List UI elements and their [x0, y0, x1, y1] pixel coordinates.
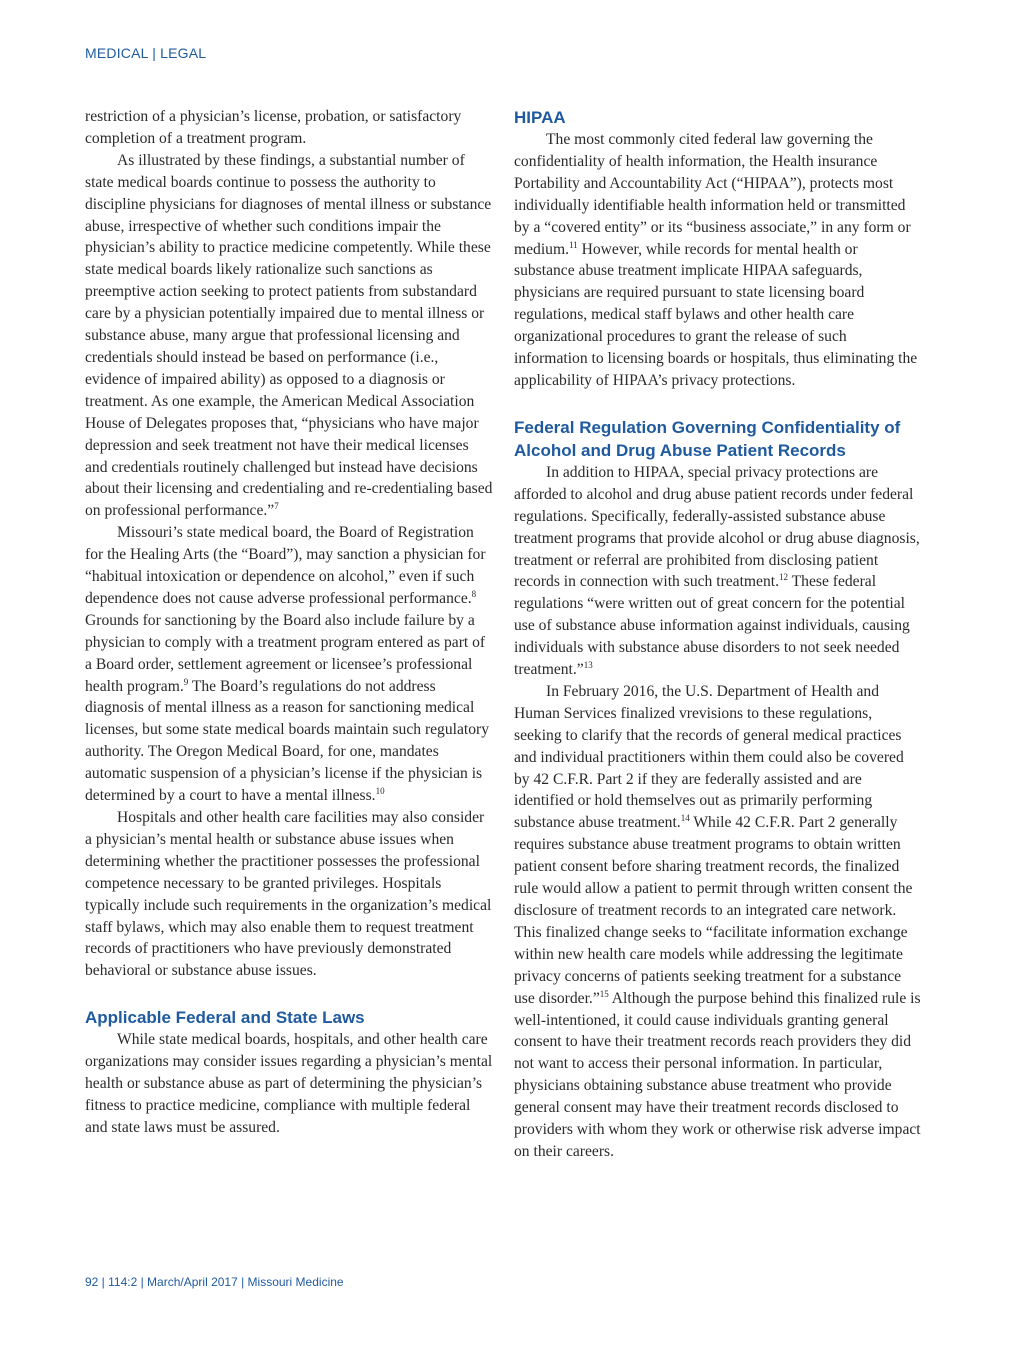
section-label: MEDICAL | LEGAL [85, 45, 207, 61]
footnote-ref: 11 [569, 239, 578, 250]
paragraph: In February 2016, the U.S. Department of Health and Human Services finalized vrevisions to these regulations, seeking to clarify that the records of general medical practices and individual practitioners within them could also be covered by 42 C.F.R. Part 2 if they are federally assisted and are identified or hold themselves out as primarily performing substance abuse treatment.$^{14}$ While 42 C.F.R. Part 2 generally requires substance abuse treatment programs to obtain written patient consent before sharing treatment records, the finalized rule would allow a patient to permit through written consent the disclosure of treatment records to an integrated care network. This finalized change seeks to “facilitate information exchange within new health care models while addressing the legitimate privacy concerns of patients seeking treatment for a substance use disorder.”$^{15}$ Although the purpose behind this finalized rule is well-intentioned, it could cause individuals granting general consent to have their treatment records reach providers they did not want to access their personal information. In particular, physicians obtaining substance abuse treatment who provide general consent may have their treatment records disclosed to providers with whom they work or otherwise risk adverse impact on their careers. [514, 682, 921, 1160]
footnote-ref: 9 [183, 676, 189, 687]
paragraph: The most commonly cited federal law governing the confidentiality of health information, the Health insurance Portability and Accountability Act (“HIPAA”), protects most individually identifiable health information held or transmitted by a “covered entity” or its “business associate,” in any form or medium.$^{11}$ However, while records for mental health or substance abuse treatment implicate HIPAA safeguards, physicians are required pursuant to state licensing board regulations, medical staff bylaws and other health care organizational procedures to grant the release of such information to licensing boards or hospitals, thus eliminating the applicability of HIPAA’s privacy protections. [514, 131, 918, 389]
section-heading: HIPAA [514, 108, 566, 127]
paragraph: As illustrated by these findings, a substantial number of state medical boards continue to possess the authority to discipline physicians for diagnoses of mental illness or substance abuse, irrespective of whether such conditions impair the physician’s ability to practice medicine competently. While these state medical boards likely rationalize such sanctions as preemptive action seeking to protect patients from substandard care by a physician potentially impaired due to mental illness or substance abuse, many argue that professional licensing and credentials should instead be based on performance (i.e., evidence of impaired ability) as opposed to a diagnosis or treatment. As one example, the American Medical Association House of Delegates proposes that, “physicians who have major depression and seek treatment not have their medical licenses and credentials routinely challenged but instead have decisions about their licensing and credentialing and re-credentialing based on professional performance.”$^7$ [85, 151, 493, 520]
section-heading: Applicable Federal and State Laws [85, 1008, 365, 1028]
footnote-ref: 7 [274, 501, 279, 512]
footnote-ref: 15 [599, 988, 609, 999]
footnote-ref: 13 [583, 659, 593, 670]
page-footer: 92 | 114:2 | March/April 2017 | Missouri Medicine [85, 1275, 344, 1289]
paragraph: restriction of a physician’s license, probation, or satisfactory completion of a treatment program. [85, 108, 462, 147]
footnote-ref: 8 [471, 588, 477, 599]
footnote-ref: 12 [779, 572, 789, 583]
section-heading: Federal Regulation Governing Confidentiality of Alcohol and Drug Abuse Patient Records [514, 417, 901, 460]
left-column [85, 106, 493, 1139]
paragraph: While state medical boards, hospitals, and other health care organizations may consider issues regarding a physician’s mental health or substance abuse as part of determining the physician’s fitness to practice medicine, compliance with multiple federal and state laws must be assured. [85, 1031, 493, 1136]
paragraph: Hospitals and other health care facilities may also consider a physician’s mental health or substance abuse issues when determining whether the practitioner possesses the professional competence necessary to be granted privileges. Hospitals typically include such requirements in the organization’s medical staff bylaws, which may also enable them to request treatment records of practitioners who have previously demonstrated behavioral or substance abuse issues. [85, 809, 492, 980]
footnote-ref: 14 [680, 813, 690, 824]
right-column [514, 106, 922, 1163]
paragraph: Missouri’s state medical board, the Board of Registration for the Healing Arts (the “Board”), may sanction a physician for “habitual intoxication or dependence on alcohol,” even if such dependence does not cause adverse professional performance.$^8$ Grounds for sanctioning by the Board also include failure by a physician to comply with a treatment program entered as part of a Board order, settlement agreement or licensee’s professional health program.$^9$ The Board’s regulations do not address diagnosis of mental illness as a reason for sanctioning medical licenses, but some state medical boards maintain such regulatory authority. The Oregon Medical Board, for one, mandates automatic suspension of a physician’s license if the physician is determined by a court to have a mental illness.$^{10}$ [85, 524, 490, 805]
paragraph: In addition to HIPAA, special privacy protections are afforded to alcohol and drug abuse patient records under federal regulations. Specifically, federally-assisted substance abuse treatment programs that provide alcohol or drug abuse diagnosis, treatment or referral are prohibited from disclosing patient records in connection with such treatment.$^{12}$ These federal regulations “were written out of great concern for the potential use of substance abuse information against individuals, causing individuals with substance abuse disorders to not seek needed treatment.”$^{13}$ [514, 463, 920, 679]
footnote-ref: 10 [375, 785, 385, 796]
